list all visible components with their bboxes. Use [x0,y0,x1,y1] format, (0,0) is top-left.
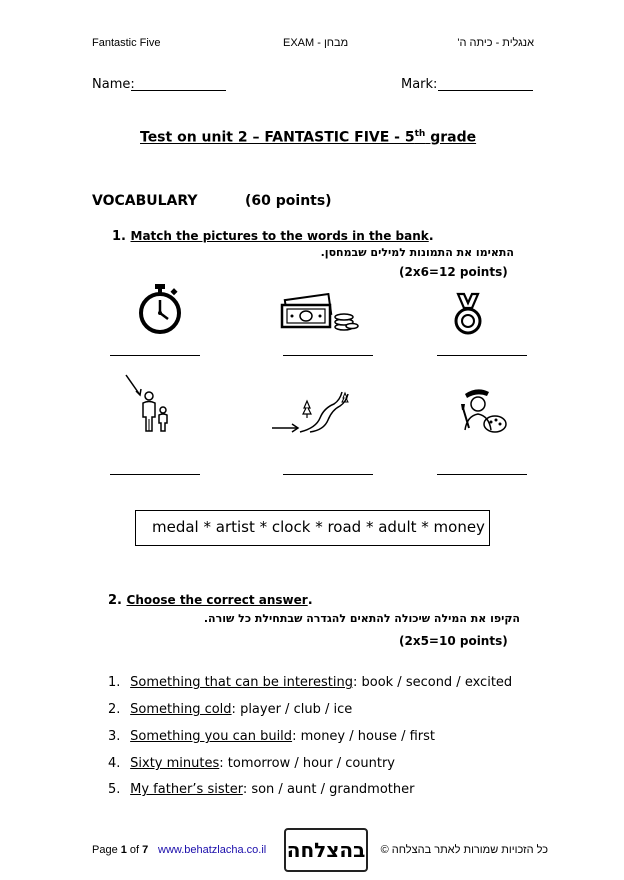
q1-number: 1. [112,229,126,244]
answer-line[interactable] [283,474,373,475]
vocab-points: (60 points) [245,193,332,209]
answer-line[interactable] [110,355,200,356]
q2-points: (2x5=10 points) [399,634,508,648]
item-prompt: Sixty minutes [130,756,220,771]
item-prompt: My father’s sister [130,782,243,797]
logo: בהצלחה [284,828,368,872]
road-icon [270,388,350,434]
list-item [108,729,435,744]
answer-line[interactable] [437,355,527,356]
page-current: 1 [120,844,127,856]
item-sep: : [352,675,362,690]
page-total: 7 [142,844,149,856]
answer-line[interactable] [437,474,527,475]
list-item [108,756,395,771]
item-options[interactable]: player / club / ice [240,702,353,717]
page-prefix: Page [92,844,121,856]
q1-instruction-end: . [428,229,434,244]
item-number: 2. [108,702,121,717]
item-sep: : [292,729,301,744]
word-bank: medal * artist * clock * road * adult * money [135,510,490,546]
item-number: 4. [108,756,121,771]
item-options[interactable]: tomorrow / hour / country [227,756,395,771]
q2-instruction: Choose the correct answer [126,593,308,607]
item-options[interactable]: book / second / excited [361,675,513,690]
title-tail: grade [425,129,477,146]
copyright: כל הזכויות שמורות לאתר בהצלחה © [380,844,548,856]
vocab-heading: VOCABULARY [92,193,198,209]
list-item [108,675,512,690]
stopwatch-icon [135,283,185,335]
site-link[interactable]: www.behatzlacha.co.il [158,844,267,856]
header-left: Fantastic Five [92,37,161,49]
header-center: EXAM - מבחן [283,37,349,49]
item-prompt: Something that can be interesting [130,675,353,690]
q1-hebrew: התאימו את התמונות למילים שבמחסן. [320,246,514,259]
item-options[interactable]: son / aunt / grandmother [251,782,415,797]
item-number: 5. [108,782,121,797]
header-right: אנגלית - כיתה ה' [457,37,534,49]
name-label: Name: [92,77,135,92]
title-sup: th [414,129,426,139]
medal-icon [452,292,484,336]
item-prompt: Something cold [130,702,232,717]
q1-heading [112,229,434,244]
list-item [108,702,352,717]
item-sep: : [231,702,241,717]
item-sep: : [219,756,228,771]
list-item [108,782,414,797]
q1-points: (2x6=12 points) [399,265,508,279]
answer-line[interactable] [110,474,200,475]
name-field[interactable] [131,90,226,91]
q2-hebrew: הקיפו את המילה שיכולה להתאים להגדרה שבתחילת כל שורה. [203,612,520,625]
title-main: Test on unit 2 – FANTASTIC FIVE - 5 [140,129,415,146]
item-prompt: Something you can build [130,729,293,744]
item-number: 1. [108,675,121,690]
q2-instruction-end: . [307,593,313,608]
item-sep: : [242,782,252,797]
item-number: 3. [108,729,121,744]
answer-line[interactable] [283,355,373,356]
money-icon [278,293,360,333]
mark-field[interactable] [438,90,533,91]
adult-child-icon [124,373,172,433]
mark-label: Mark: [401,77,438,92]
page-title [140,129,476,146]
artist-icon [457,386,507,434]
q2-number: 2. [108,593,122,608]
page-number [92,844,148,856]
item-options[interactable]: money / house / first [300,729,436,744]
page-mid: of [126,844,143,856]
q2-heading [108,593,313,608]
q1-instruction: Match the pictures to the words in the bank [130,229,429,243]
